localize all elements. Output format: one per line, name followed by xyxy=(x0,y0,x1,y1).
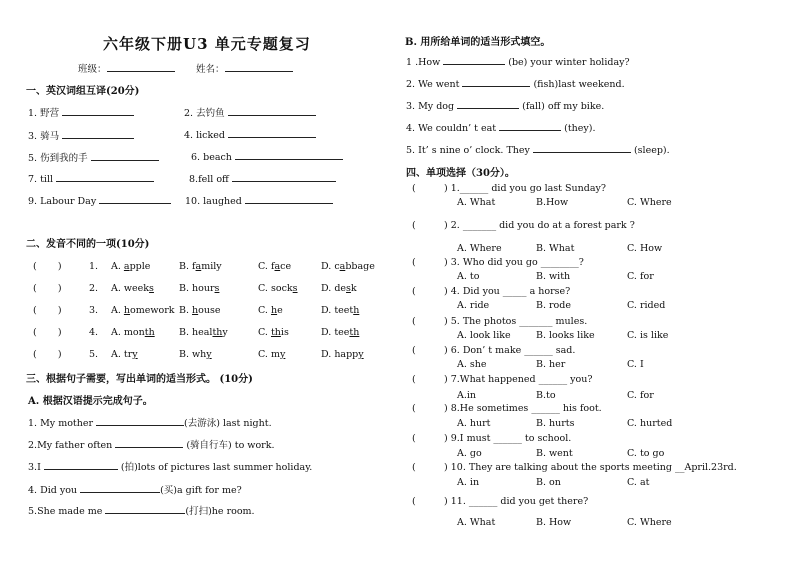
fill-question: 2. We went (fish)last weekend. xyxy=(406,79,625,90)
mcq-question: ( ) 9.I must ______ to school. xyxy=(412,433,572,444)
name-blank[interactable] xyxy=(225,62,293,72)
section3-heading: 三、根据句子需要，写出单词的适当形式。 (10分) xyxy=(26,374,253,385)
fill-question: 2.My father often (骑自行车) to work. xyxy=(28,440,275,451)
mcq-question: ( ) 4. Did you _____ a horse? xyxy=(412,286,571,297)
paren[interactable]: ( ) xyxy=(33,283,62,294)
answer-blank[interactable] xyxy=(80,483,160,493)
mcq-question: ( ) 5. The photos _______ mules. xyxy=(412,316,588,327)
answer-paren[interactable]: ( xyxy=(412,220,416,231)
mcq-option-a[interactable]: A. ride xyxy=(457,300,490,311)
answer-paren[interactable]: ( xyxy=(412,316,416,327)
answer-blank[interactable] xyxy=(115,438,183,448)
answer-paren[interactable]: ( xyxy=(412,374,416,385)
mcq-option-b[interactable]: B. What xyxy=(536,243,575,254)
mcq-question: ( ) 10. They are talking about the sports meeting __April.23rd. xyxy=(412,462,737,473)
mcq-option-c[interactable]: C. for xyxy=(627,390,654,401)
list-item: 6. beach xyxy=(191,150,343,163)
section3-sub: A. 根据汉语提示完成句子。 xyxy=(28,396,153,407)
answer-blank[interactable] xyxy=(99,194,171,204)
paren[interactable]: ( ) xyxy=(33,261,62,272)
fill-question: 5.She made me (打扫)he room. xyxy=(28,506,255,517)
mcq-question: ( ) 11. ______ did you get there? xyxy=(412,496,589,507)
mcq-option-c[interactable]: C. hurted xyxy=(627,418,673,429)
mcq-option-b[interactable]: B. on xyxy=(536,477,561,488)
page-title: 六年级下册U3 单元专题复习 xyxy=(103,35,311,53)
fill-question: 3.I (拍)lots of pictures last summer holiday. xyxy=(28,462,313,473)
mcq-option-b[interactable]: B. looks like xyxy=(536,330,595,341)
mcq-option-c[interactable]: C. I xyxy=(627,359,644,370)
list-item: 10. laughed xyxy=(185,194,333,207)
mcq-option-c[interactable]: C. is like xyxy=(627,330,669,341)
answer-blank[interactable] xyxy=(533,143,631,153)
answer-blank[interactable] xyxy=(56,172,154,182)
mcq-option-c[interactable]: C. to go xyxy=(627,448,665,459)
paren[interactable]: ( ) xyxy=(33,305,62,316)
mcq-option-c[interactable]: C. Where xyxy=(627,517,672,528)
fill-question: 4. Did you (买)a gift for me? xyxy=(28,485,242,496)
fill-question: 4. We couldn’ t eat (they). xyxy=(406,123,596,134)
mcq-option-b[interactable]: B. hurts xyxy=(536,418,575,429)
mcq-option-b[interactable]: B. went xyxy=(536,448,573,459)
answer-blank[interactable] xyxy=(228,128,316,138)
fill-question: 1. My mother (去游泳) last night. xyxy=(28,418,272,429)
answer-blank[interactable] xyxy=(245,194,333,204)
mcq-option-b[interactable]: B.How xyxy=(536,197,569,208)
mcq-option-a[interactable]: A. go xyxy=(457,448,482,459)
name-label: 姓名： xyxy=(196,64,225,75)
fill-question: 3. My dog (fall) off my bike. xyxy=(406,101,605,112)
mcq-option-a[interactable]: A.in xyxy=(457,390,477,401)
mcq-option-b[interactable]: B.to xyxy=(536,390,556,401)
mcq-option-c[interactable]: C. How xyxy=(627,243,663,254)
mcq-question: ( ) 3. Who did you go ________? xyxy=(412,257,584,268)
sectionB-heading: B. 用所给单词的适当形式填空。 xyxy=(405,37,551,48)
mcq-option-b[interactable]: B. her xyxy=(536,359,566,370)
answer-paren[interactable]: ( xyxy=(412,345,416,356)
answer-blank[interactable] xyxy=(105,504,185,514)
mcq-option-b[interactable]: B. with xyxy=(536,271,571,282)
mcq-question: ( ) 6. Don’ t make ______ sad. xyxy=(412,345,576,356)
answer-blank[interactable] xyxy=(44,460,118,470)
answer-blank[interactable] xyxy=(91,151,159,161)
section4-heading: 四、单项选择（30分）。 xyxy=(406,168,515,179)
answer-paren[interactable]: ( xyxy=(412,183,416,194)
class-field xyxy=(78,61,175,75)
list-item: 1. 野营 xyxy=(28,105,134,119)
mcq-option-b[interactable]: B. How xyxy=(536,517,572,528)
paren[interactable]: ( ) xyxy=(33,349,62,360)
list-item: 3. 骑马 xyxy=(28,128,134,142)
list-item: 5. 伤到我的手 xyxy=(28,150,159,164)
mcq-option-a[interactable]: A. hurt xyxy=(457,418,491,429)
mcq-option-a[interactable]: A. Where xyxy=(457,243,502,254)
mcq-question: ( ) 1.______ did you go last Sunday? xyxy=(412,183,606,194)
answer-blank[interactable] xyxy=(457,99,519,109)
list-item: 7. till xyxy=(28,172,154,185)
answer-paren[interactable]: ( xyxy=(412,286,416,297)
section1-heading: 一、英汉词组互译(20分) xyxy=(26,86,140,97)
answer-blank[interactable] xyxy=(62,106,134,116)
answer-blank[interactable] xyxy=(462,77,530,87)
mcq-option-c[interactable]: C. Where xyxy=(627,197,672,208)
answer-paren[interactable]: ( xyxy=(412,496,416,507)
section2-heading: 二、发音不同的一项(10分) xyxy=(26,239,150,250)
fill-question: 5. It’ s nine o’ clock. They (sleep). xyxy=(406,145,670,156)
mcq-option-c[interactable]: C. rided xyxy=(627,300,666,311)
list-item: 8.fell off xyxy=(189,172,336,185)
mcq-option-c[interactable]: C. at xyxy=(627,477,650,488)
list-item: 9. Labour Day xyxy=(28,194,171,207)
mcq-option-a[interactable]: A. in xyxy=(457,477,480,488)
mcq-option-a[interactable]: A. to xyxy=(457,271,480,282)
answer-blank[interactable] xyxy=(96,416,184,426)
name-field xyxy=(196,61,293,75)
answer-paren[interactable]: ( xyxy=(412,257,416,268)
class-label: 班级： xyxy=(78,64,107,75)
mcq-option-c[interactable]: C. for xyxy=(627,271,654,282)
mcq-option-a[interactable]: A. What xyxy=(457,517,496,528)
list-item: 2. 去钓鱼 xyxy=(184,105,316,119)
list-item: 4. licked xyxy=(184,128,316,141)
answer-blank[interactable] xyxy=(62,129,134,139)
mcq-question: ( ) 2. _______ did you do at a forest park ? xyxy=(412,220,635,231)
mcq-option-b[interactable]: B. rode xyxy=(536,300,571,311)
mcq-option-a[interactable]: A. What xyxy=(457,197,496,208)
class-blank[interactable] xyxy=(107,62,175,72)
mcq-option-a[interactable]: A. look like xyxy=(457,330,511,341)
answer-blank[interactable] xyxy=(228,106,316,116)
paren[interactable]: ( ) xyxy=(33,327,62,338)
answer-blank[interactable] xyxy=(499,121,561,131)
answer-blank[interactable] xyxy=(443,55,505,65)
mcq-question: ( ) 8.He sometimes ______ his foot. xyxy=(412,403,602,414)
fill-question: 1 .How (be) your winter holiday? xyxy=(406,57,630,68)
answer-paren[interactable]: ( xyxy=(412,433,416,444)
answer-paren[interactable]: ( xyxy=(412,403,416,414)
mcq-option-a[interactable]: A. she xyxy=(457,359,487,370)
mcq-question: ( ) 7.What happened ______ you? xyxy=(412,374,593,385)
answer-paren[interactable]: ( xyxy=(412,462,416,473)
answer-blank[interactable] xyxy=(235,150,343,160)
answer-blank[interactable] xyxy=(232,172,336,182)
